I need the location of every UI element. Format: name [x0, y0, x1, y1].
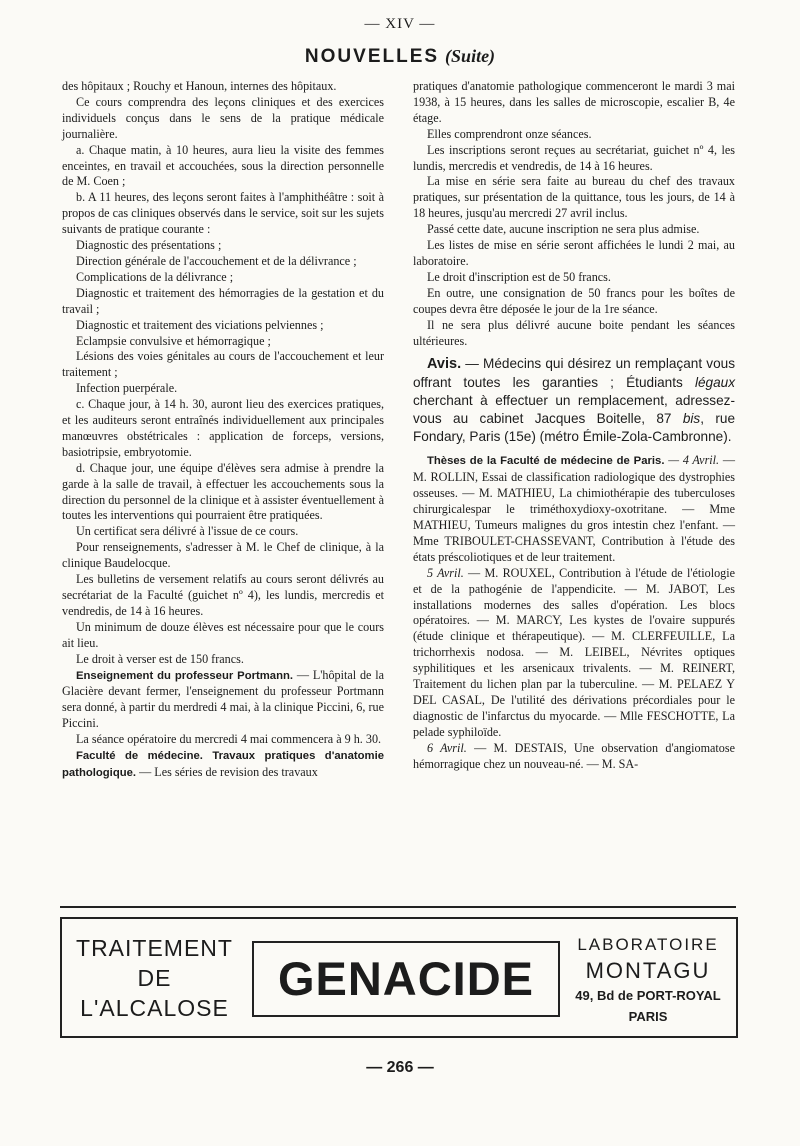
- theses-paragraph: [413, 741, 735, 773]
- paragraph: Ce cours comprendra des leçons cliniques et des exercices individuels conçus dans le sens de la pratique médicale journalière.: [62, 94, 384, 141]
- paragraph: Un minimum de douze élèves est nécessaire pour que le cours ait lieu.: [62, 619, 384, 650]
- avis-text: — Médecins qui désirez un remplaçant vous offrant toutes les garanties ; Étudiants: [413, 356, 735, 391]
- list-item: Diagnostic des présentations ;: [76, 238, 222, 253]
- list-item: Diagnostic et traitement des viciations pelviennes ;: [76, 317, 324, 332]
- ad-left-line: L'ALCALOSE: [80, 995, 229, 1021]
- paragraph: d. Chaque jour, une équipe d'élèves sera admise à prendre la garde à la salle de travail, à effectuer les accouchements sous la direction du personnel de la clinique et à assister éventuellement à toutes les interventions qui pourraient être pratiquées.: [62, 460, 384, 523]
- paragraph: La mise en série sera faite au bureau du chef des travaux pratiques, sur présentation de la quittance, tous les jours, de 14 à 18 heures, jusqu'au mercredi 27 avril inclus.: [413, 174, 735, 221]
- notice-text: — M. ROUXEL, Contribution à l'étude de l'étiologie et de la pathogénie de l'appendicite. — M. JABOT, Les installations modernes des salles d'opération. Les blocs opératoires. — M. MARCY, Les kystes de l'ovaire suppurés (étude clinique et thérapeutique). — M. CLERFEUILLE, La trichorrhexis nodosa. — M. LEIBEL, Névrites optiques syphilitiques et les arsenicaux trivalents. — M. REINERT, Traitement du lichen plan par la tuberculine. — M. PELAEZ Y DEL CASAL, De l'utilité des dérivations précordiales pour le diagnostic de l'infarctus du myocarde. — Mlle FESCHOTTE, La pelade syphiloïde.: [413, 565, 735, 739]
- divider: [60, 906, 736, 908]
- list-item: Infection puerpérale.: [76, 381, 178, 396]
- portmann-notice: [62, 668, 384, 733]
- ad-city: PARIS: [628, 1009, 668, 1024]
- ad-lab-line: LABORATOIRE: [577, 935, 719, 954]
- list-item: Complications de la délivrance ;: [76, 269, 234, 284]
- ad-lab-name: MONTAGU: [585, 958, 711, 983]
- paragraph: Le droit d'inscription est de 50 francs.: [427, 269, 611, 284]
- list-item: Direction générale de l'accouchement et de la délivrance ;: [76, 253, 357, 268]
- notice-text: — M. ROLLIN, Essai de classification radiologique des dystrophies osseuses. — M. MATHIEU, La chimiothérapie des tuberculoses chirurgicalespar le triméthoxydioxy-oxotritane. — Mme MATHIEU, Tumeurs malignes du gros intestin chez l'enfant. — Mme TRIBOULET-CHASSEVANT, Contribution à l'étude des états préscoliotiques et de leur traitement.: [413, 453, 735, 564]
- paragraph: Pour renseignements, s'adresser à M. le Chef de clinique, à la clinique Baudelocque.: [62, 540, 384, 571]
- notice-text: — Les séries de revision des travaux: [139, 764, 318, 779]
- advertisement: [60, 917, 738, 1038]
- paragraph: Les bulletins de versement relatifs au cours seront délivrés au secrétariat de la Faculté (guichet nº 4), les lundis, mercredis et vendredis, de 14 à 16 heures.: [62, 572, 384, 618]
- left-column: [62, 79, 384, 782]
- theses-notice: [413, 453, 735, 565]
- paragraph: Elles comprendront onze séances.: [427, 126, 592, 141]
- page-roman-numeral: — XIV —: [364, 16, 436, 32]
- notice-heading: Enseignement du professeur Portmann.: [76, 669, 294, 682]
- avis-italic: bis: [682, 410, 701, 426]
- paragraph: Il ne sera plus délivré aucune boite pendant les séances ultérieures.: [413, 317, 735, 348]
- paragraph: c. Chaque jour, à 14 h. 30, auront lieu des exercices pratiques, et les auditeurs seront entraînés individuellement aux principales manœuvres obstétricales : application de forceps, versions, basiotripsie, embryotomie.: [62, 397, 384, 459]
- list-item: Diagnostic et traitement des hémorragies de la gestation et du travail ;: [62, 285, 384, 316]
- paragraph: En outre, une consignation de 50 francs pour les boîtes de coupes devra être déposée le jour de la 1re séance.: [413, 285, 735, 316]
- right-column: [413, 79, 735, 773]
- list-item: Eclampsie convulsive et hémorragique ;: [76, 333, 271, 348]
- paragraph: des hôpitaux ; Rouchy et Hanoun, internes des hôpitaux.: [62, 79, 337, 93]
- notice-heading: Faculté de médecine. Travaux pratiques d'anatomie pathologique.: [62, 750, 384, 779]
- avis-label: Avis.: [427, 356, 462, 373]
- paragraph: b. A 11 heures, des leçons seront faites à l'amphithéâtre : soit à propos de cas cliniques observés dans le service, soit sur les sujets suivants de pratique courante :: [62, 190, 384, 237]
- notice-text: — L'hôpital de la Glacière devant fermer, l'enseignement du professeur Portmann sera donné, à partir du merdredi 4 mai, à la clinique Piccini, 6, rue Piccini.: [62, 667, 384, 731]
- paragraph: a. Chaque matin, à 10 heures, aura lieu la visite des femmes enceintes, en travail et accouchées, sous la direction personnelle de M. Coen ;: [62, 142, 384, 189]
- thesis-date: — 4 Avril.: [668, 453, 720, 468]
- thesis-date: 6 Avril.: [427, 740, 467, 755]
- avis-italic: légaux: [694, 375, 736, 391]
- notice-text: — M. DESTAIS, Une observation d'angiomatose hémorragique chez un nouveau-né. — M. SA-: [413, 740, 735, 771]
- ad-left-line: DE: [137, 965, 172, 991]
- ad-left-block: [62, 933, 247, 1023]
- theses-paragraph: [413, 566, 735, 741]
- section-title-text: NOUVELLES: [304, 46, 440, 67]
- ad-right-block: [562, 933, 734, 1027]
- thesis-date: 5 Avril.: [427, 565, 464, 580]
- notice-heading: Thèses de la Faculté de médecine de Paris.: [427, 455, 665, 468]
- avis-text: cherchant à effectuer un remplacement, adressez-vous au cabinet Jacques Boitelle, 87: [413, 393, 735, 426]
- paragraph: Passé cette date, aucune inscription ne sera plus admise.: [427, 222, 700, 237]
- paragraph: Un certificat sera délivré à l'issue de ce cours.: [76, 524, 299, 539]
- ad-address: 49, Bd de PORT-ROYAL: [575, 988, 721, 1003]
- ad-brand: GENACIDE: [252, 941, 560, 1017]
- paragraph: Le droit à verser est de 150 francs.: [76, 651, 244, 666]
- list-item: Lésions des voies génitales au cours de l'accouchement et leur traitement ;: [62, 349, 384, 380]
- avis-notice: [413, 355, 735, 445]
- section-suite: (Suite): [445, 46, 496, 66]
- paragraph: Les inscriptions seront reçues au secrétariat, guichet nº 4, les lundis, mercredis et vendredis, de 14 à 16 heures.: [413, 142, 735, 173]
- paragraph: pratiques d'anatomie pathologique commenceront le mardi 3 mai 1938, à 15 heures, dans les salles de microscopie, escalier B, 4e étage.: [413, 79, 735, 125]
- section-title: [0, 46, 800, 68]
- page-number: — 266 —: [366, 1059, 434, 1076]
- paragraph: La séance opératoire du mercredi 4 mai commencera à 9 h. 30.: [76, 732, 382, 747]
- faculte-notice: [62, 748, 384, 782]
- paragraph: Les listes de mise en série seront affichées le lundi 2 mai, au laboratoire.: [413, 238, 735, 268]
- ad-left-line: TRAITEMENT: [76, 935, 233, 961]
- avis-text: , rue Fondary, Paris (15e) (métro Émile-Zola-Cambronne).: [413, 410, 735, 444]
